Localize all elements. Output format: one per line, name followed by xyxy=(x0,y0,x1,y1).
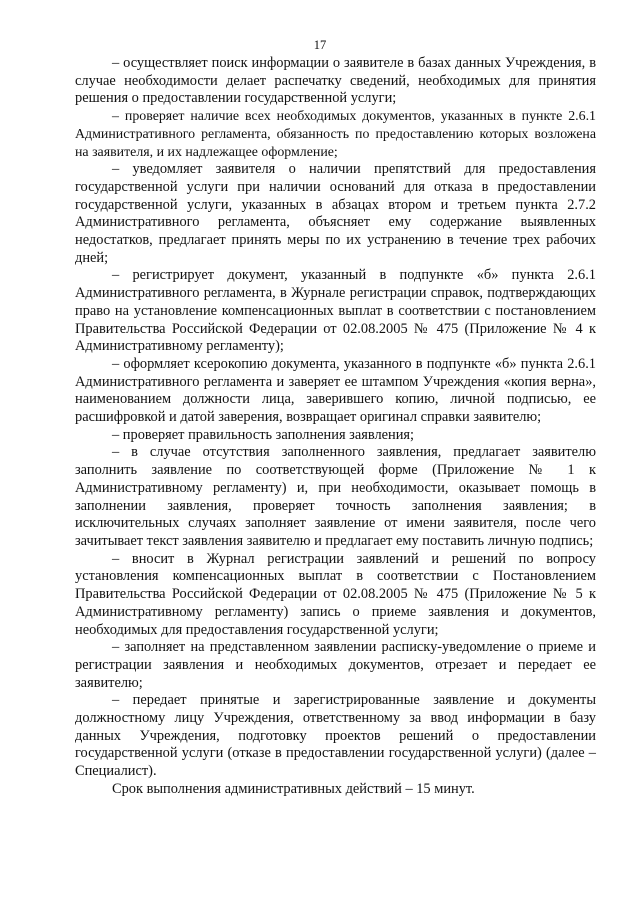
document-body xyxy=(75,55,596,799)
paragraph-deadline: Срок выполнения административных действий – 15 минут. xyxy=(112,780,475,797)
paragraph-notify-obstacles: – уведомляет заявителя о наличии препятствий для предоставления государственной услуги при наличии оснований для отказа в предоставлении государственной услуги, указанных в абзацах втором и третьем пункта 2.7.2 Административного регламента, объясняет ему содержание выявленных недостатков, предлагает принять меры по их устранению в течение трех рабочих дней; xyxy=(75,161,596,266)
paragraph-fill-application: – в случае отсутствия заполненного заявления, предлагает заявителю заполнить заявление по соответствующей форме (Приложение № 1 к Административному регламенту) и, при необходимости, оказывает помощь в заполнении заявления, проверяет точность заполнения заявления; в исключительных случаях заполняет заявление от имени заявителя, после чего зачитывает текст заявления заявителю и предлагает ему поставить личную подпись; xyxy=(75,444,596,549)
paragraph-receipt-notice: – заполняет на представленном заявлении расписку-уведомление о приеме и регистрации заявления и необходимых документов, отрезает и передает ее заявителю; xyxy=(75,639,596,691)
paragraph-register-document: – регистрирует документ, указанный в подпункте «б» пункта 2.6.1 Административного регламента, в Журнале регистрации справок, подтверждающих право на установление компенсационных выплат в соответствии с постановлением Правительства Российской Федерации от 02.08.2005 № 475 (Приложение № 4 к Административному регламенту); xyxy=(75,267,596,355)
paragraph-transfer-documents: – передает принятые и зарегистрированные заявление и документы должностному лицу Учреждения, ответственному за ввод информации в базу данных Учреждения, подготовку проектов решений о предоставлении государственной услуги (отказе в предоставлении государственной услуги) (далее – Специалист). xyxy=(75,692,596,780)
paragraph-make-copy: – оформляет ксерокопию документа, указанного в подпункте «б» пункта 2.6.1 Административного регламента и заверяет ее штампом Учреждения «копия верна», наименованием должности лица, заверившего копию, личной подписью, ее расшифровкой и датой заверения, возвращает оригинал справки заявителю; xyxy=(75,355,596,426)
paragraph-check-documents: – проверяет наличие всех необходимых документов, указанных в пункте 2.6.1 Административного регламента, обязанность по предоставлению которых возложена на заявителя, и их надлежащее оформление; xyxy=(75,109,596,160)
page-number: 17 xyxy=(313,38,327,52)
paragraph-search-applicant-info: – осуществляет поиск информации о заявителе в базах данных Учреждения, в случае необходимости делает распечатку сведений, необходимых для принятия решения о предоставлении государственной услуги; xyxy=(75,55,596,107)
paragraph-journal-entry: – вносит в Журнал регистрации заявлений и решений по вопросу установления компенсационных выплат в соответствии с Постановлением Правительства Российской Федерации от 02.08.2005 № 475 (Приложение № 5 к Административному регламенту) запись о приеме заявления и документов, необходимых для предоставления государственной услуги; xyxy=(75,550,596,638)
paragraph-check-application: – проверяет правильность заполнения заявления; xyxy=(112,426,415,443)
